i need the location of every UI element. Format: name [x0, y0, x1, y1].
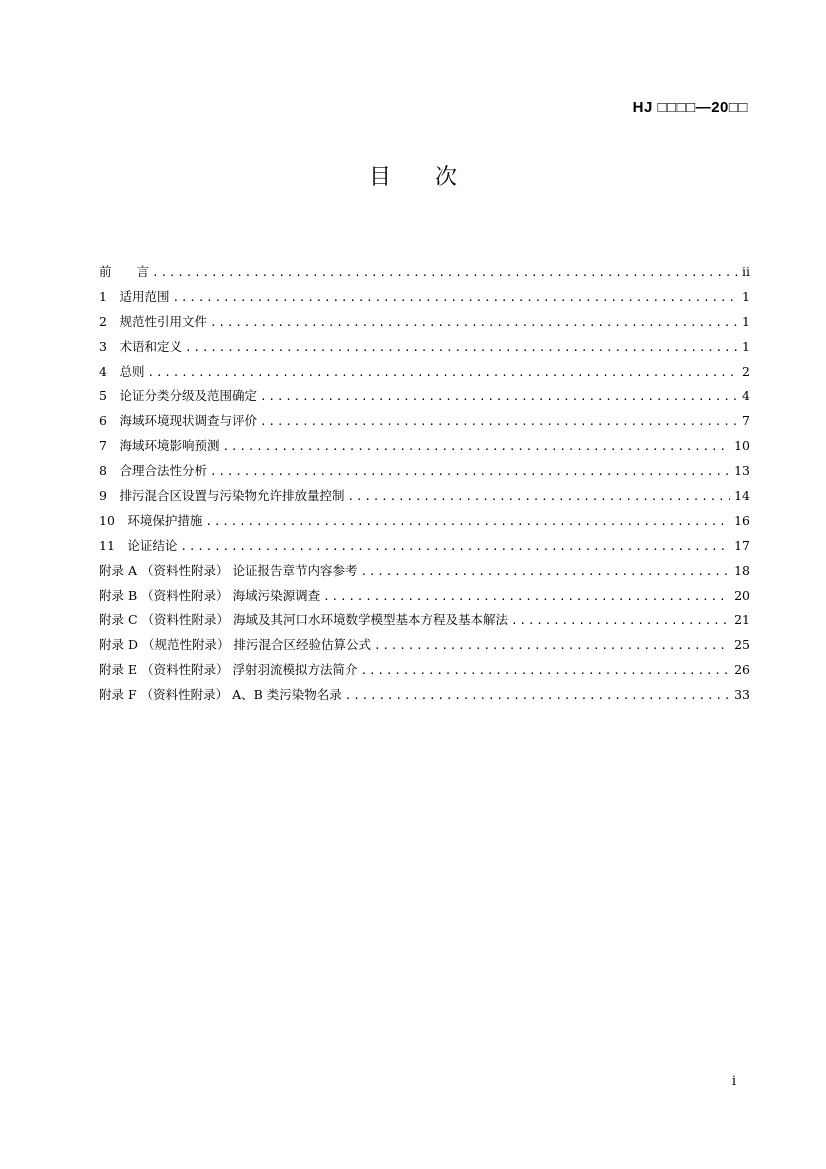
toc-dot-leader	[222, 435, 730, 460]
toc-dot-leader	[345, 684, 730, 709]
toc-dot-leader	[260, 385, 738, 410]
toc-dot-leader	[180, 535, 730, 560]
toc-entry-impact-prediction[interactable]	[99, 434, 750, 459]
toc-entry-page: 7	[742, 413, 750, 429]
toc-entry-label: 9 排污混合区设置与污染物允许排放量控制	[99, 488, 345, 504]
toc-dot-leader	[172, 286, 738, 311]
toc-dot-leader	[210, 460, 730, 485]
toc-entry-page: 1	[742, 313, 750, 329]
toc-entry-foreword[interactable]	[99, 260, 750, 285]
toc-entry-page: 4	[742, 388, 750, 404]
toc-entry-label: 附录 F （资料性附录） A、B 类污染物名录	[99, 687, 342, 703]
toc-entry-general[interactable]	[99, 360, 750, 385]
toc-entry-page: 25	[734, 637, 750, 653]
toc-entry-label: 10 环境保护措施	[99, 512, 203, 528]
toc-dot-leader	[152, 261, 738, 286]
toc-entry-page: ii	[742, 264, 750, 279]
toc-entry-label: 附录 A （资料性附录） 论证报告章节内容参考	[99, 562, 358, 578]
toc-entry-label: 8 合理合法性分析	[99, 463, 207, 479]
toc-entry-page: 1	[742, 338, 750, 354]
toc-entry-page: 10	[734, 438, 750, 454]
toc-dot-leader	[360, 560, 730, 585]
toc-entry-page: 17	[734, 537, 750, 553]
toc-entry-page: 13	[734, 463, 750, 479]
toc-entry-label: 附录 B （资料性附录） 海域污染源调查	[99, 587, 321, 603]
toc-entry-scope[interactable]	[99, 285, 750, 310]
toc-entry-label: 前 言	[99, 264, 150, 279]
toc-entry-protection-measures[interactable]	[99, 509, 750, 534]
table-of-contents	[99, 260, 750, 708]
toc-dot-leader	[323, 585, 730, 610]
toc-entry-page: 1	[742, 288, 750, 304]
toc-entry-page: 33	[734, 687, 750, 703]
toc-dot-leader	[185, 336, 738, 361]
toc-entry-label: 3 术语和定义	[99, 338, 182, 354]
toc-entry-label: 附录 C （资料性附录） 海域及其河口水环境数学模型基本方程及基本解法	[99, 612, 508, 628]
toc-entry-label: 7 海域环境影响预测	[99, 438, 220, 454]
toc-entry-appendix-e[interactable]	[99, 658, 750, 683]
toc-entry-page: 14	[734, 488, 750, 504]
toc-dot-leader	[374, 634, 730, 659]
toc-entry-appendix-f[interactable]	[99, 683, 750, 708]
toc-entry-page: 26	[734, 662, 750, 678]
toc-dot-leader	[511, 609, 730, 634]
toc-entry-label: 附录 D （规范性附录） 排污混合区经验估算公式	[99, 637, 371, 653]
toc-entry-label: 5 论证分类分级及范围确定	[99, 388, 257, 404]
toc-entry-appendix-a[interactable]	[99, 559, 750, 584]
toc-entry-page: 16	[734, 512, 750, 528]
toc-dot-leader	[361, 659, 731, 684]
toc-entry-label: 6 海域环境现状调查与评价	[99, 413, 257, 429]
toc-dot-leader	[205, 510, 730, 535]
toc-entry-page: 18	[734, 562, 750, 578]
toc-entry-label: 11 论证结论	[99, 537, 178, 553]
toc-entry-status-survey[interactable]	[99, 409, 750, 434]
toc-entry-label: 附录 E （资料性附录） 浮射羽流模拟方法简介	[99, 662, 358, 678]
toc-entry-label: 4 总则	[99, 363, 145, 379]
toc-entry-label: 1 适用范围	[99, 288, 170, 304]
toc-entry-conclusion[interactable]	[99, 534, 750, 559]
page-number: i	[731, 1074, 736, 1089]
toc-entry-page: 20	[734, 587, 750, 603]
standard-code: HJ □□□□—20□□	[632, 99, 748, 116]
toc-dot-leader	[147, 361, 738, 386]
toc-entry-mixing-zone[interactable]	[99, 484, 750, 509]
toc-entry-legality-analysis[interactable]	[99, 459, 750, 484]
toc-dot-leader	[210, 311, 738, 336]
toc-entry-classification[interactable]	[99, 384, 750, 409]
toc-entry-terms-definitions[interactable]	[99, 335, 750, 360]
toc-dot-leader	[347, 485, 730, 510]
toc-entry-appendix-d[interactable]	[99, 633, 750, 658]
toc-dot-leader	[260, 410, 738, 435]
page-title: 目 次	[368, 165, 457, 190]
toc-entry-page: 2	[742, 363, 750, 379]
toc-entry-appendix-b[interactable]	[99, 584, 750, 609]
toc-entry-appendix-c[interactable]	[99, 608, 750, 633]
toc-entry-label: 2 规范性引用文件	[99, 313, 207, 329]
toc-entry-normative-references[interactable]	[99, 310, 750, 335]
toc-entry-page: 21	[734, 612, 750, 628]
